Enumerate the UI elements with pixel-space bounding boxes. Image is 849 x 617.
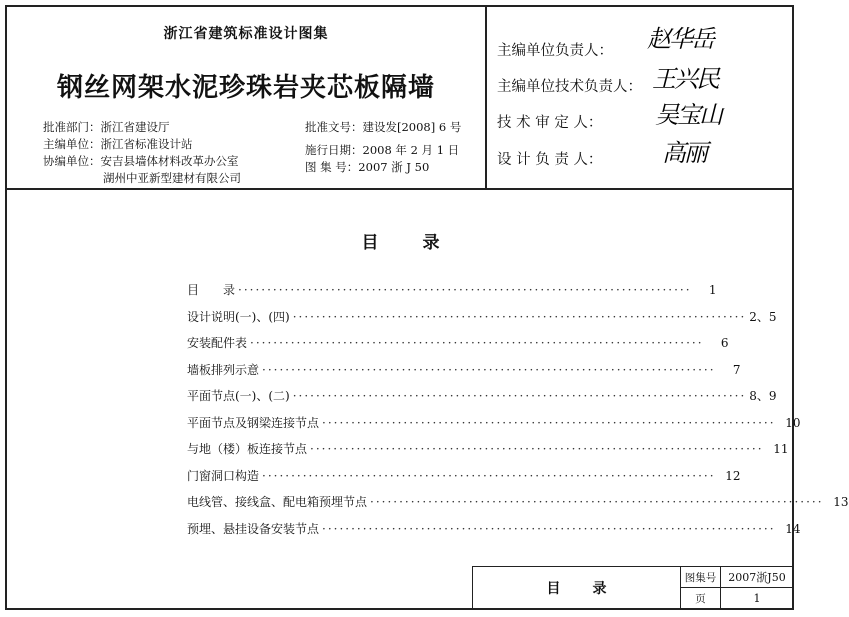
toc-item-label: 平面节点及钢梁连接节点	[187, 415, 320, 430]
toc-item[interactable]	[187, 387, 777, 414]
toc-item-label: 门窗洞口构造	[187, 468, 260, 483]
page-label: 页	[681, 588, 721, 609]
effective-date: 施行日期：2008 年 2 月 1 日	[305, 143, 460, 157]
page-value: 1	[753, 592, 761, 605]
toc-item-page: 1	[708, 283, 717, 297]
toc-item-page: 7	[732, 362, 741, 377]
signature-4: 高丽	[662, 139, 706, 167]
responsibles-panel	[487, 5, 794, 190]
chief-unit: 主编单位：浙江省标准设计站	[43, 137, 193, 151]
responsible-label-3: 技 术 审 定 人：	[497, 115, 603, 131]
toc-item-label: 目 录	[187, 283, 236, 297]
toc-item[interactable]	[187, 414, 801, 441]
title-block-name-char-2: 录	[592, 581, 607, 597]
toc-heading-char-1: 目	[361, 233, 379, 253]
responsible-label-4: 设 计 负 责 人：	[497, 152, 603, 168]
signature-1: 赵华岳	[647, 25, 713, 53]
toc-item-page: 14	[785, 521, 801, 536]
toc-leader: ··············································································	[262, 468, 716, 483]
title-block-name	[473, 567, 681, 609]
toc-item-label: 墙板排列示意	[187, 362, 260, 377]
toc-item-page: 11	[773, 442, 789, 456]
toc-item[interactable]	[187, 440, 789, 467]
toc-heading	[0, 228, 801, 253]
co-unit-2: 湖州中亚新型建材有限公司	[103, 171, 241, 185]
title-block	[472, 566, 794, 610]
title-block-name-char-1: 目	[546, 581, 561, 597]
approval-no: 批准文号：建设发[2008] 6 号	[305, 120, 462, 134]
toc-leader: ··············································································	[322, 521, 776, 536]
header-left-panel	[5, 5, 487, 190]
approval-dept: 批准部门：浙江省建设厅	[43, 120, 170, 134]
toc-item-page: 6	[720, 336, 729, 350]
publication-info-right	[305, 119, 461, 176]
toc-item-page: 8、9	[749, 389, 777, 403]
responsible-label-2: 主编单位技术负责人：	[497, 79, 642, 95]
responsible-label-1: 主编单位负责人：	[497, 43, 613, 59]
toc-leader: ··············································································	[370, 495, 824, 509]
toc-item-page: 2、5	[749, 309, 777, 324]
toc-leader: ··············································································	[292, 309, 747, 324]
toc-leader: ··············································································	[292, 389, 747, 403]
toc-item[interactable]	[187, 334, 729, 361]
toc-item-page: 12	[725, 468, 741, 483]
toc-item-label: 预埋、悬挂设备安装节点	[187, 521, 320, 536]
toc-item-label: 平面节点(一)、(二)	[187, 389, 290, 403]
publication-info-left	[43, 119, 241, 187]
toc-item[interactable]	[187, 281, 717, 308]
toc-leader: ··············································································	[322, 415, 776, 430]
toc-heading-char-2: 录	[422, 233, 440, 253]
toc-item-label: 电线管、接线盒、配电箱预埋节点	[187, 495, 368, 509]
toc-item[interactable]	[187, 520, 801, 547]
document-title: 钢丝网架水泥珍珠岩夹芯板隔墙	[56, 73, 435, 103]
signature-3: 吴宝山	[655, 101, 721, 129]
signature-2: 王兴民	[652, 65, 718, 93]
toc-leader: ··············································································	[262, 362, 716, 377]
toc-item[interactable]	[187, 467, 741, 494]
toc-item-label: 安装配件表	[187, 336, 248, 350]
atlas-no-value: 2007浙J50	[721, 567, 793, 588]
toc-leader: ··············································································	[250, 336, 704, 350]
toc-item-label: 设计说明(一)、(四)	[187, 309, 290, 324]
toc-item[interactable]	[187, 361, 741, 388]
toc-item-label: 与地（楼）板连接节点	[187, 442, 308, 456]
toc-item[interactable]	[187, 308, 777, 335]
toc-item-page: 10	[785, 415, 801, 430]
toc-leader: ··············································································	[238, 283, 692, 297]
atlas-name: 浙江省建筑标准设计图集	[163, 26, 329, 42]
co-unit-1: 协编单位：安吉县墙体材料改革办公室	[43, 154, 239, 168]
toc-leader: ··············································································	[310, 442, 764, 456]
toc-item-page: 13	[833, 495, 849, 509]
toc-item[interactable]	[187, 493, 849, 520]
atlas-no-label: 图集号	[681, 567, 721, 588]
atlas-number: 图 集 号：2007 浙 J 50	[305, 160, 430, 174]
table-of-contents	[187, 281, 849, 546]
